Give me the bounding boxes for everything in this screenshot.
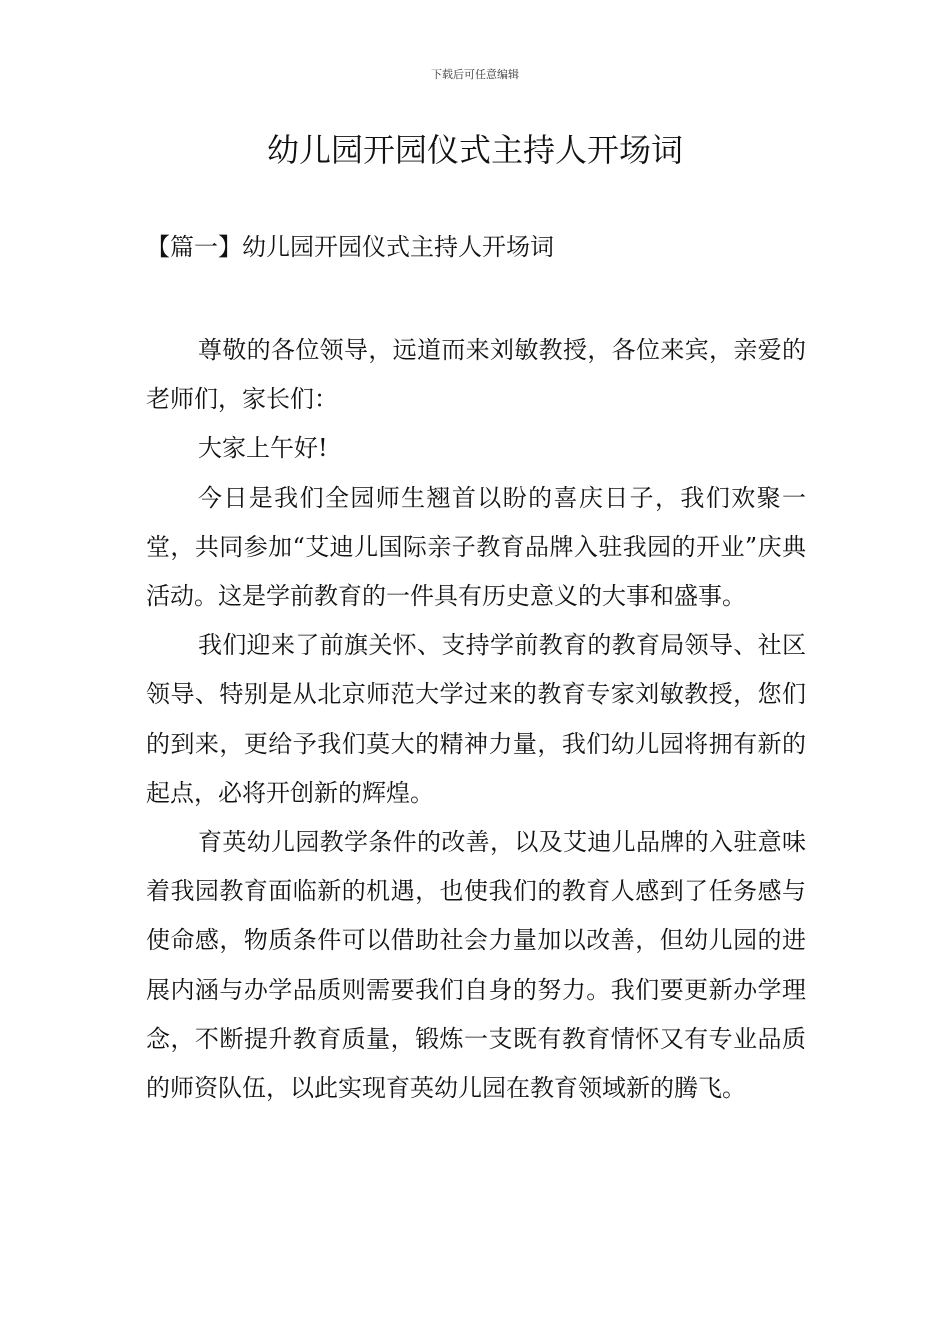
body-text xyxy=(146,326,806,1113)
page-title: 幼儿园开园仪式主持人开场词 xyxy=(266,131,683,169)
section-heading: 【篇一】幼儿园开园仪式主持人开场词 xyxy=(146,233,554,261)
paragraph-development: 育英幼儿园教学条件的改善，以及艾迪儿品牌的入驻意味着我园教育面临新的机遇，也使我们的教育人感到了任务感与使命感，物质条件可以借助社会力量加以改善，但幼儿园的进展内涵与办学品质则需要我们自身的努力。我们要更新办学理念，不断提升教育质量，锻炼一支既有教育情怀又有专业品质的师资队伍，以此实现育英幼儿园在教育领域新的腾飞。 xyxy=(146,828,806,1103)
paragraph-celebration: 今日是我们全园师生翘首以盼的喜庆日子，我们欢聚一堂，共同参加“艾迪儿国际亲子教育品牌入驻我园的开业”庆典活动。这是学前教育的一件具有历史意义的大事和盛事。 xyxy=(146,483,806,611)
header-note: 下载后可任意编辑 xyxy=(431,68,519,81)
paragraph-good-morning: 大家上午好! xyxy=(198,434,328,463)
paragraph-welcome-guests: 我们迎来了前旗关怀、支持学前教育的教育局领导、社区领导、特别是从北京师范大学过来的教育专家刘敏教授，您们的到来，更给予我们莫大的精神力量，我们幼儿园将拥有新的起点，必将开创新的辉煌。 xyxy=(146,631,806,807)
paragraph-greeting: 尊敬的各位领导，远道而来刘敏教授，各位来宾，亲爱的老师们，家长们： xyxy=(146,336,806,414)
